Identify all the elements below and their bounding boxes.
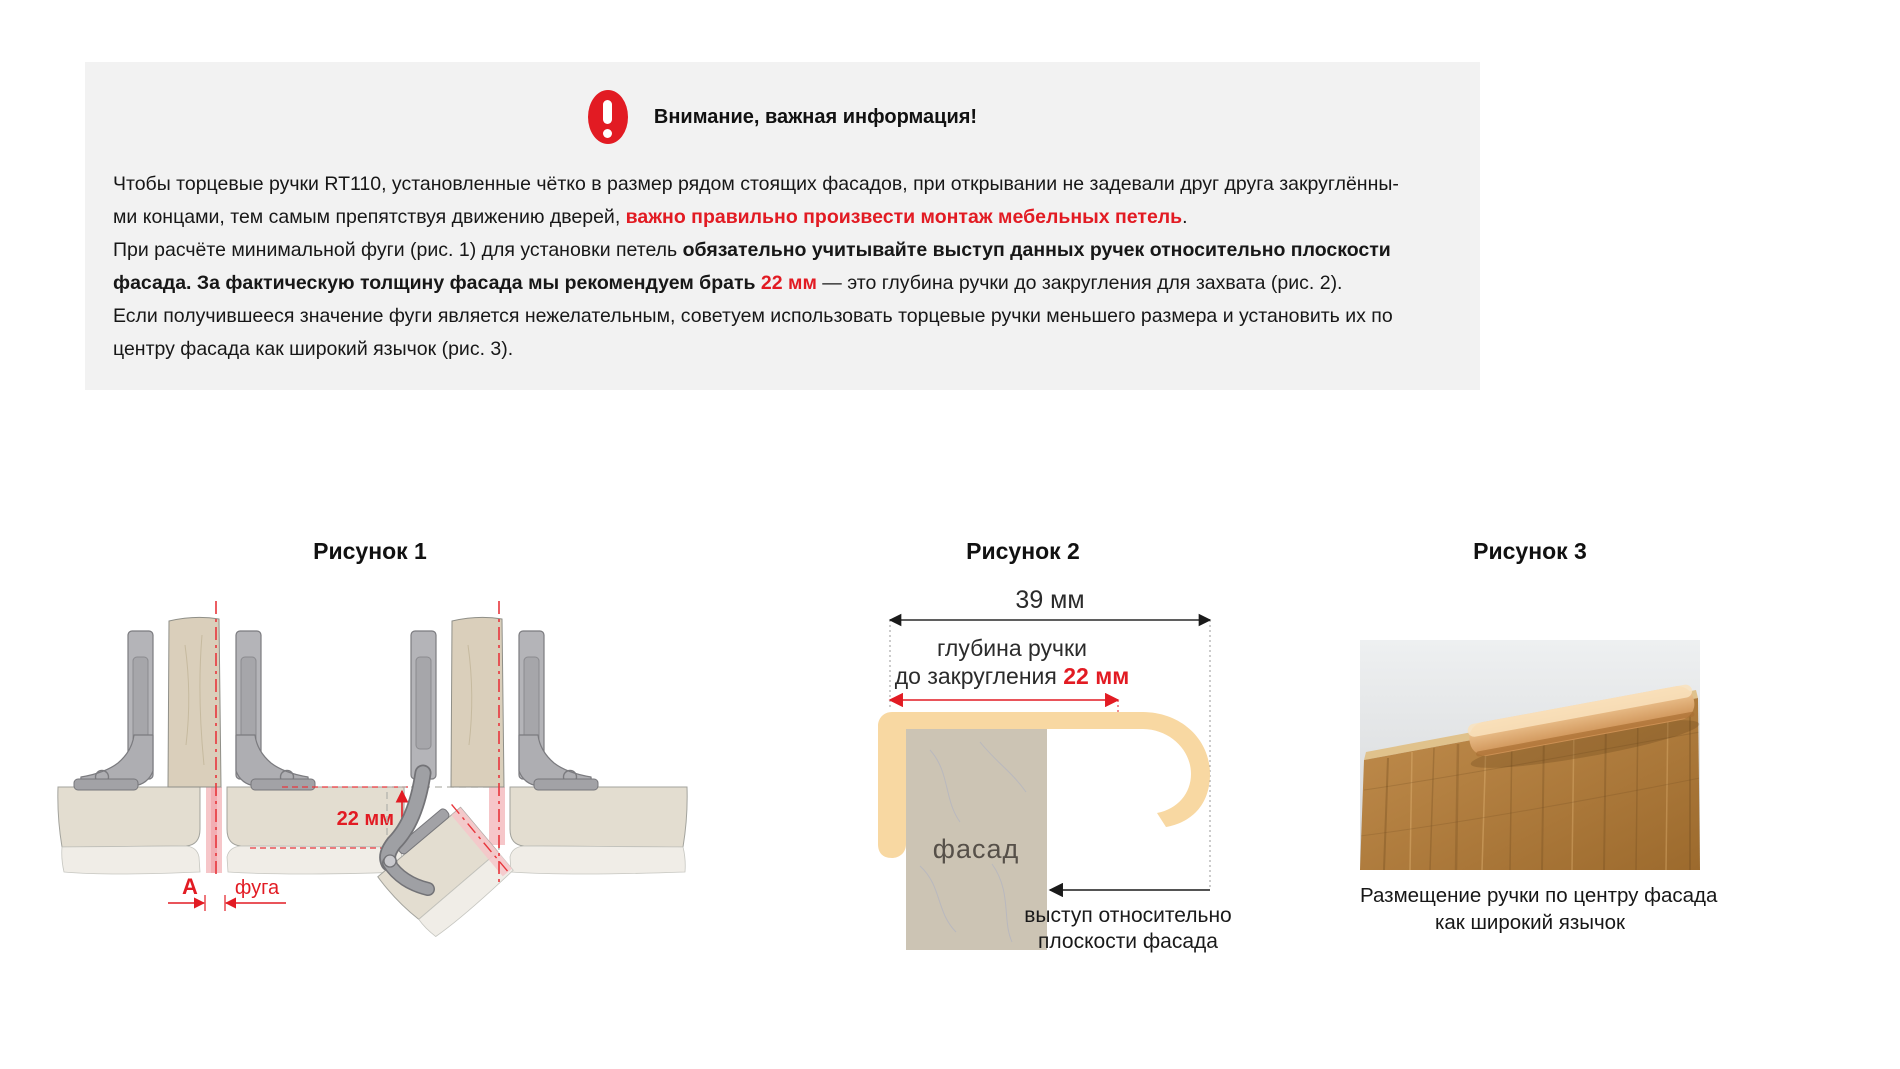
figure1-title: Рисунок 1 — [313, 538, 427, 564]
notice-paragraph — [113, 168, 1473, 366]
hinge-right — [236, 631, 315, 790]
paragraph-line — [113, 234, 1473, 267]
gap-highlight2 — [489, 787, 505, 845]
protrusion-label-line2: плоскости фасада — [1038, 930, 1218, 953]
paragraph-run: важно правильно произвести монтаж мебельных петель — [625, 206, 1183, 228]
paragraph-line — [113, 333, 1473, 366]
notice-box — [85, 62, 1480, 390]
figure3-title: Рисунок 3 — [1473, 538, 1587, 564]
cabinet-side-panel — [168, 617, 221, 787]
figure2-handle-profile — [860, 560, 1280, 980]
paragraph-run: Чтобы торцевые ручки RT110, установленные чётко в размер рядом стоящих фасадов, при открывании не задевали друг друга закруглённы- — [113, 173, 1399, 195]
depth-label-black: до закругления — [894, 663, 1064, 689]
paragraph-run: фасада. За фактическую толщину фасада мы рекомендуем брать — [113, 272, 761, 294]
facade-band-right2 — [510, 846, 685, 874]
depth-label-red: 22 мм — [1063, 663, 1130, 689]
paragraph-run: Если получившееся значение фуги является нежелательным, советуем использовать торцевые ручки меньшего размера и установить их по — [113, 305, 1393, 327]
paragraph-run: . — [1182, 206, 1188, 228]
notice-header — [85, 90, 1480, 144]
protrusion-label-line1: выступ относительно — [1024, 904, 1232, 927]
paragraph-line — [113, 300, 1473, 333]
paragraph-run: ми концами, тем самым препятствуя движению дверей, — [113, 206, 626, 228]
figure1-hinge-diagram — [50, 585, 700, 1005]
paragraph-run: обязательно учитывайте выступ данных ручек относительно плоскости — [682, 239, 1391, 261]
figure3-handle-photo — [1360, 640, 1700, 870]
hinge-diagram-closed — [58, 601, 410, 911]
facade-slab-right2 — [510, 787, 687, 847]
paragraph-run: — это глубина ручки до закругления для захвата (рис. 2). — [816, 272, 1343, 294]
cabinet-side-panel2 — [451, 617, 504, 787]
paragraph-line — [113, 201, 1473, 234]
figure3-caption-line2: как широкий язычок — [1434, 911, 1626, 934]
facade-label: фасад — [932, 834, 1020, 864]
notice-title: Внимание, важная информация! — [653, 105, 978, 128]
dim-22mm-label: 22 мм — [336, 808, 394, 830]
dim-39mm-label: 39 мм — [1015, 586, 1085, 614]
facade-slab-left — [58, 787, 200, 847]
figure3-caption — [1360, 882, 1718, 936]
exclamation-dot — [603, 129, 612, 138]
facade-band-right — [227, 846, 402, 874]
gap-name-label: фуга — [234, 877, 280, 899]
paragraph-run: центру фасада как широкий язычок (рис. 3). — [113, 338, 514, 360]
figure3-caption-line1: Размещение ручки по центру фасада — [1360, 884, 1718, 907]
hinge-diagram-open — [370, 601, 687, 942]
depth-label-line1: глубина ручки — [937, 635, 1087, 661]
paragraph-line — [113, 168, 1473, 201]
hinge-left — [74, 631, 153, 790]
depth-label-line2 — [895, 663, 1130, 689]
exclamation-bar — [603, 100, 612, 124]
facade-band-left — [62, 846, 200, 874]
figure2-title: Рисунок 2 — [966, 538, 1080, 564]
gap-letter-label: A — [182, 874, 198, 899]
dimension-fuga — [168, 874, 286, 911]
exclamation-icon — [588, 90, 628, 144]
paragraph-run: При расчёте минимальной фуги (рис. 1) для установки петель — [113, 239, 683, 261]
paragraph-line — [113, 267, 1473, 300]
hinge-right2 — [519, 631, 598, 790]
paragraph-run: 22 мм — [760, 272, 817, 294]
